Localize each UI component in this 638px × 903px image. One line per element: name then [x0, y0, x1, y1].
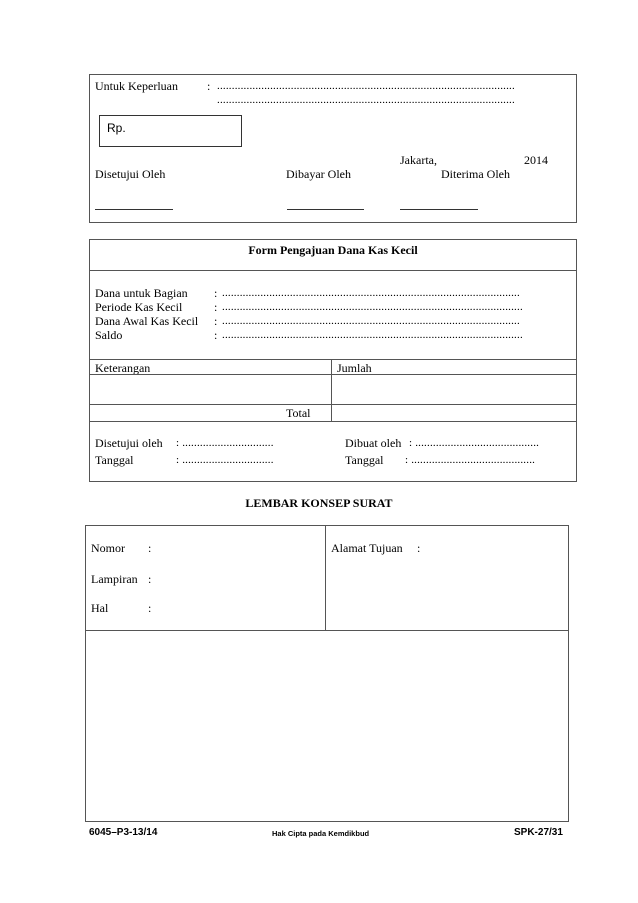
- untuk-keperluan-field-line1[interactable]: .....................................................................................................: [217, 80, 515, 92]
- place-date: Jakarta,: [400, 153, 437, 167]
- year: 2014: [524, 153, 548, 167]
- alamat-tujuan-colon: :: [417, 541, 421, 555]
- lampiran-colon: :: [148, 572, 152, 586]
- field-label-dana-bagian: Dana untuk Bagian: [95, 286, 188, 300]
- tanggal-left-field[interactable]: : ...............................: [176, 454, 274, 466]
- untuk-keperluan-label: Untuk Keperluan: [95, 79, 178, 93]
- field-colon: :: [214, 328, 218, 342]
- tanggal-right-field[interactable]: : ..........................................: [405, 454, 536, 466]
- field-label-periode: Periode Kas Kecil: [95, 300, 183, 314]
- table-top-border: [89, 359, 577, 360]
- form-title-divider: [89, 270, 577, 271]
- col-keterangan-header: Keterangan: [95, 361, 151, 375]
- untuk-keperluan-field-line2[interactable]: .....................................................................................................: [217, 94, 515, 106]
- lampiran-label: Lampiran: [91, 572, 138, 586]
- table-row-jumlah-cell[interactable]: [332, 375, 576, 404]
- field-input-saldo[interactable]: ......................................................................................................: [222, 329, 523, 341]
- dibayar-signature-line[interactable]: [287, 209, 364, 210]
- table-row-keterangan-cell[interactable]: [90, 375, 330, 404]
- tanggal-left-label: Tanggal: [95, 453, 134, 467]
- total-value-cell[interactable]: [332, 405, 576, 420]
- disetujui-signature-line[interactable]: [95, 209, 173, 210]
- dibayar-oleh-label: Dibayar Oleh: [286, 167, 351, 181]
- footer-page-code: SPK-27/31: [514, 827, 563, 838]
- hal-colon: :: [148, 601, 152, 615]
- diterima-oleh-label: Diterima Oleh: [441, 167, 510, 181]
- form-title: Form Pengajuan Dana Kas Kecil: [248, 243, 418, 257]
- konsep-title: LEMBAR KONSEP SURAT: [245, 496, 393, 510]
- col-jumlah-header: Jumlah: [337, 361, 372, 375]
- disetujui-oleh-field[interactable]: : ...............................: [176, 437, 274, 449]
- field-colon: :: [214, 300, 218, 314]
- field-input-periode[interactable]: ......................................................................................................: [222, 301, 523, 313]
- dibuat-oleh-field[interactable]: : ..........................................: [409, 437, 540, 449]
- field-label-saldo: Saldo: [95, 328, 123, 342]
- total-label: Total: [286, 406, 311, 420]
- field-input-dana-awal[interactable]: .....................................................................................................: [222, 315, 520, 327]
- konsep-column-divider: [325, 525, 326, 630]
- untuk-keperluan-colon: :: [207, 79, 211, 93]
- footer-copyright: Hak Cipta pada Kemdikbud: [272, 829, 370, 838]
- nomor-colon: :: [148, 541, 152, 555]
- disetujui-oleh-label: Disetujui Oleh: [95, 167, 166, 181]
- field-input-dana-bagian[interactable]: .....................................................................................................: [222, 287, 520, 299]
- konsep-body-area[interactable]: [86, 631, 568, 821]
- diterima-signature-line[interactable]: [400, 209, 478, 210]
- field-colon: :: [214, 286, 218, 300]
- rp-label: Rp.: [107, 121, 126, 135]
- nomor-label: Nomor: [91, 541, 125, 555]
- field-label-dana-awal: Dana Awal Kas Kecil: [95, 314, 199, 328]
- tanggal-right-label: Tanggal: [345, 453, 384, 467]
- footer-doc-code: 6045–P3-13/14: [89, 827, 158, 838]
- field-colon: :: [214, 314, 218, 328]
- alamat-tujuan-label: Alamat Tujuan: [331, 541, 403, 555]
- disetujui-oleh-label: Disetujui oleh: [95, 436, 163, 450]
- dibuat-oleh-label: Dibuat oleh: [345, 436, 402, 450]
- hal-label: Hal: [91, 601, 109, 615]
- table-bottom-border: [89, 421, 577, 422]
